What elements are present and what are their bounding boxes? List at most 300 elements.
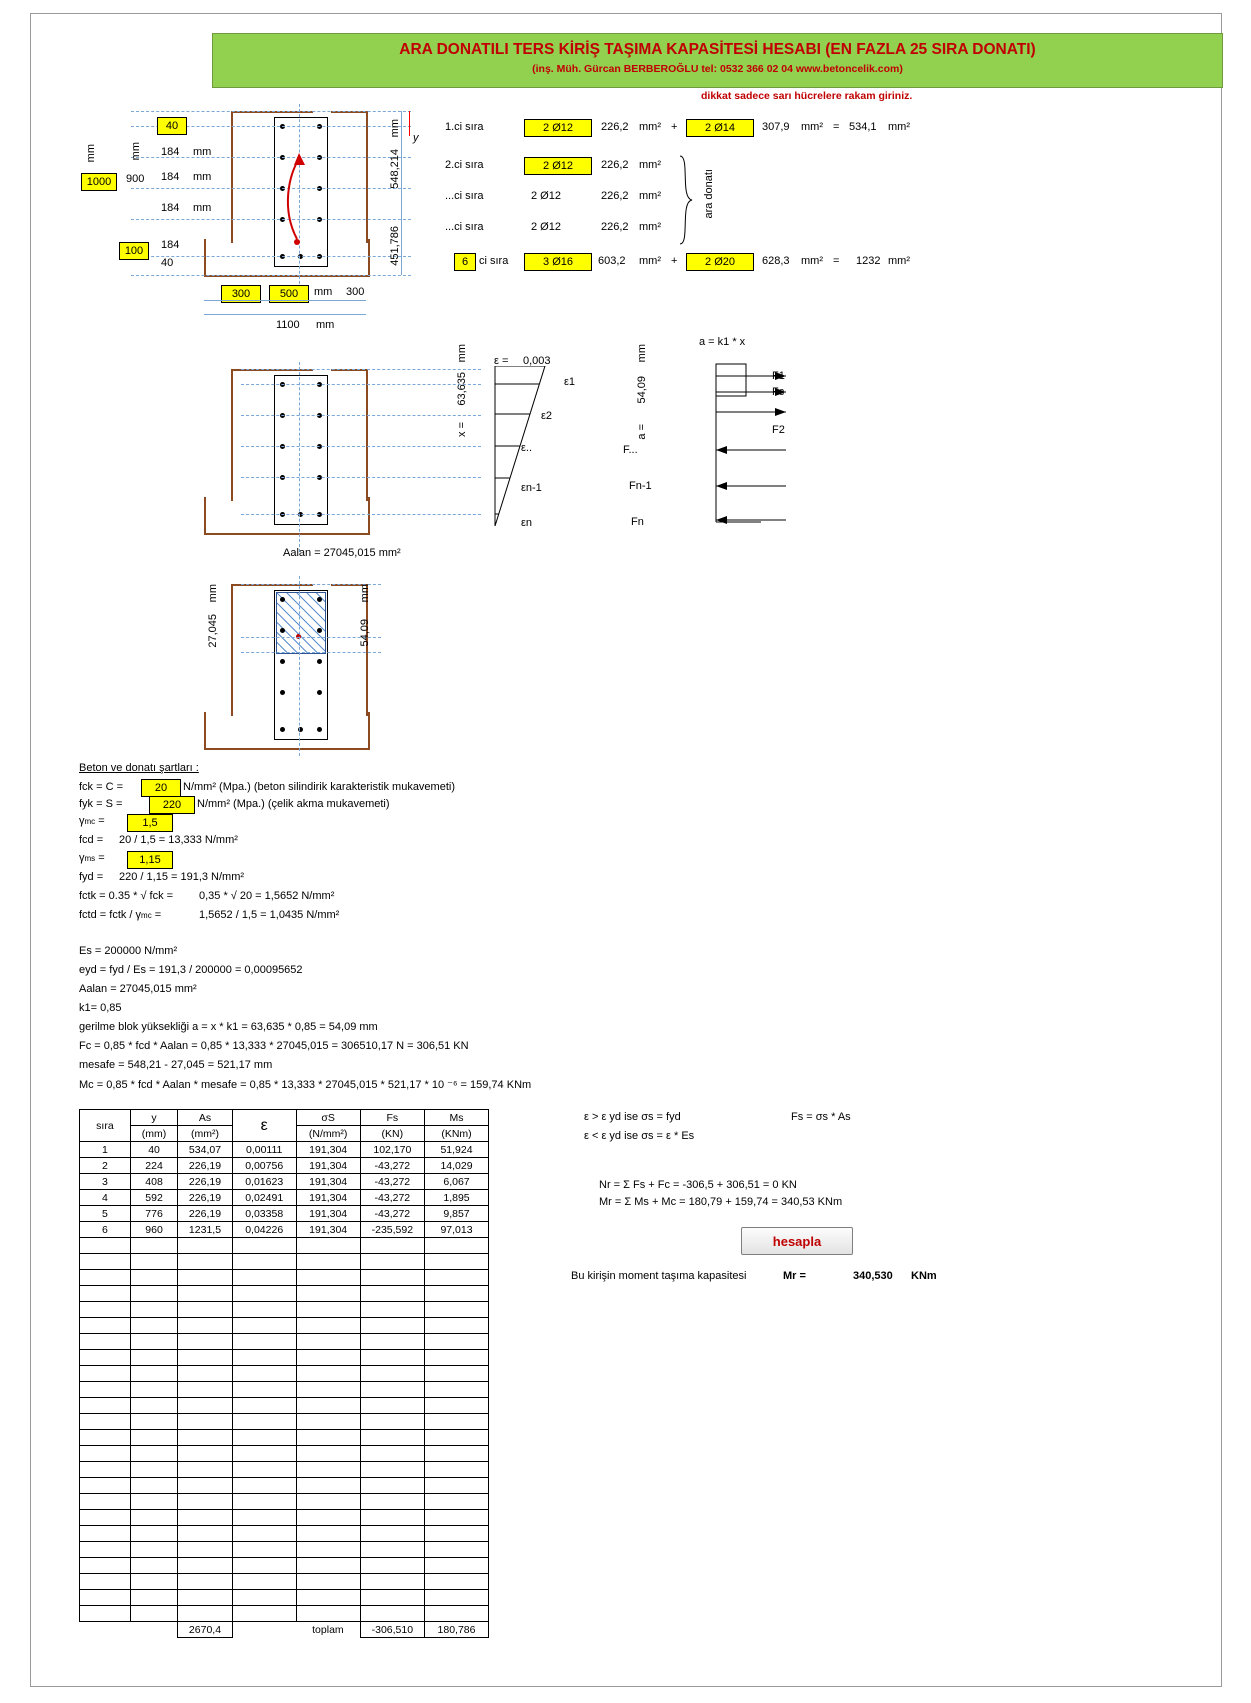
table-cell[interactable]: 960 bbox=[130, 1222, 177, 1238]
table-cell-empty[interactable] bbox=[425, 1318, 489, 1334]
table-cell-empty[interactable] bbox=[296, 1590, 360, 1606]
table-cell-empty[interactable] bbox=[360, 1494, 424, 1510]
page-title: ARA DONATILI TERS KİRİŞ TAŞIMA KAPASİTESİ HESABI (EN FAZLA 25 SIRA DONATI) bbox=[399, 41, 1036, 58]
table-cell-empty[interactable] bbox=[232, 1414, 296, 1430]
table-cell[interactable]: 102,170 bbox=[360, 1142, 424, 1158]
table-cell-empty[interactable] bbox=[178, 1238, 232, 1254]
table-cell[interactable]: 191,304 bbox=[296, 1174, 360, 1190]
table-cell-empty[interactable] bbox=[80, 1286, 131, 1302]
table-cell-empty[interactable] bbox=[232, 1542, 296, 1558]
table-cell[interactable]: 0,00756 bbox=[232, 1158, 296, 1174]
table-row-empty[interactable] bbox=[80, 1478, 489, 1494]
row-6-bars2-input[interactable]: 2 Ø20 bbox=[686, 253, 754, 271]
fc-line: Fc = 0,85 * fcd * Aalan = 0,85 * 13,333 * 27045,015 = 306510,17 N = 306,51 KN bbox=[79, 1040, 469, 1052]
table-cell-empty[interactable] bbox=[232, 1302, 296, 1318]
table-cell-empty[interactable] bbox=[360, 1238, 424, 1254]
table-cell[interactable]: 191,304 bbox=[296, 1142, 360, 1158]
table-cell-empty[interactable] bbox=[80, 1558, 131, 1574]
table-cell-empty[interactable] bbox=[80, 1414, 131, 1430]
width-unit: mm bbox=[314, 286, 333, 298]
cover-top-input[interactable]: 40 bbox=[157, 117, 187, 135]
table-row[interactable] bbox=[80, 1222, 489, 1238]
table-cell-empty[interactable] bbox=[296, 1526, 360, 1542]
table-cell-empty[interactable] bbox=[360, 1446, 424, 1462]
table-cell-empty[interactable] bbox=[232, 1350, 296, 1366]
table-cell-empty[interactable] bbox=[296, 1558, 360, 1574]
table-cell-empty[interactable] bbox=[130, 1590, 177, 1606]
table-cell-empty[interactable] bbox=[80, 1430, 131, 1446]
a-dim-value: 54,09 bbox=[636, 376, 648, 404]
table-cell-empty[interactable] bbox=[360, 1382, 424, 1398]
table-cell-empty[interactable] bbox=[232, 1238, 296, 1254]
table-cell-empty[interactable] bbox=[232, 1286, 296, 1302]
table-cell-empty[interactable] bbox=[425, 1590, 489, 1606]
table-cell-empty[interactable] bbox=[178, 1286, 232, 1302]
table-cell[interactable]: 191,304 bbox=[296, 1222, 360, 1238]
dim-flange-height[interactable]: 100 bbox=[119, 242, 149, 260]
table-row-empty[interactable] bbox=[80, 1430, 489, 1446]
table-cell-empty[interactable] bbox=[178, 1494, 232, 1510]
table-cell-empty[interactable] bbox=[80, 1542, 131, 1558]
table-row-empty[interactable] bbox=[80, 1542, 489, 1558]
table-cell[interactable]: 191,304 bbox=[296, 1190, 360, 1206]
table-cell-empty[interactable] bbox=[80, 1238, 131, 1254]
table-row[interactable] bbox=[80, 1206, 489, 1222]
table-cell-empty[interactable] bbox=[80, 1494, 131, 1510]
table-row-empty[interactable] bbox=[80, 1606, 489, 1622]
table-cell[interactable]: 592 bbox=[130, 1190, 177, 1206]
table-cell-empty[interactable] bbox=[232, 1478, 296, 1494]
table-cell-empty[interactable] bbox=[80, 1606, 131, 1622]
table-cell-empty[interactable] bbox=[232, 1430, 296, 1446]
force-Fdots: F... bbox=[623, 444, 638, 456]
th-eps: ε bbox=[232, 1110, 296, 1142]
spacing-4: 184 bbox=[161, 239, 180, 251]
table-cell[interactable]: 191,304 bbox=[296, 1206, 360, 1222]
table-cell-empty[interactable] bbox=[296, 1270, 360, 1286]
table-cell[interactable]: 191,304 bbox=[296, 1158, 360, 1174]
table-cell-empty[interactable] bbox=[178, 1430, 232, 1446]
table-row-empty[interactable] bbox=[80, 1334, 489, 1350]
table-cell-empty[interactable] bbox=[296, 1318, 360, 1334]
hesapla-button[interactable]: hesapla bbox=[741, 1227, 853, 1255]
table-cell-empty[interactable] bbox=[425, 1238, 489, 1254]
table-cell-empty[interactable] bbox=[296, 1382, 360, 1398]
table-cell-empty[interactable] bbox=[130, 1238, 177, 1254]
fyk-input[interactable]: 220 bbox=[149, 796, 195, 814]
table-cell-empty[interactable] bbox=[130, 1558, 177, 1574]
table-cell-empty[interactable] bbox=[130, 1334, 177, 1350]
table-cell-empty[interactable] bbox=[80, 1398, 131, 1414]
table-cell-empty[interactable] bbox=[178, 1462, 232, 1478]
table-row-empty[interactable] bbox=[80, 1494, 489, 1510]
note-line-2: ε < ε yd ise σs = ε * Es bbox=[584, 1130, 695, 1142]
table-cell-empty[interactable] bbox=[425, 1334, 489, 1350]
table-cell-empty[interactable] bbox=[296, 1542, 360, 1558]
table-cell-empty[interactable] bbox=[130, 1494, 177, 1510]
table-cell-empty[interactable] bbox=[360, 1414, 424, 1430]
table-cell-empty[interactable] bbox=[296, 1494, 360, 1510]
table-cell-empty[interactable] bbox=[360, 1462, 424, 1478]
table-row-empty[interactable] bbox=[80, 1590, 489, 1606]
table-row-empty[interactable] bbox=[80, 1238, 489, 1254]
aalan-caption: Aalan = 27045,015 mm² bbox=[283, 547, 401, 559]
table-cell[interactable]: -43,272 bbox=[360, 1190, 424, 1206]
table-row-empty[interactable] bbox=[80, 1414, 489, 1430]
table-cell-empty[interactable] bbox=[296, 1366, 360, 1382]
strain-label-5: εn bbox=[521, 517, 533, 529]
row-1-bars-input[interactable]: 2 Ø12 bbox=[524, 119, 592, 137]
table-cell-empty[interactable] bbox=[80, 1318, 131, 1334]
table-cell-empty[interactable] bbox=[360, 1542, 424, 1558]
table-cell-empty[interactable] bbox=[296, 1334, 360, 1350]
table-cell-empty[interactable] bbox=[360, 1526, 424, 1542]
row-1-area2: 307,9 bbox=[762, 121, 790, 133]
table-cell-empty[interactable] bbox=[360, 1286, 424, 1302]
table-row-empty[interactable] bbox=[80, 1446, 489, 1462]
table-cell[interactable]: -43,272 bbox=[360, 1158, 424, 1174]
table-cell-empty[interactable] bbox=[130, 1446, 177, 1462]
table-cell-empty[interactable] bbox=[178, 1366, 232, 1382]
table-cell-empty[interactable] bbox=[232, 1494, 296, 1510]
row-1-sum: 534,1 bbox=[849, 121, 877, 133]
table-cell-empty[interactable] bbox=[425, 1462, 489, 1478]
table-cell[interactable]: 9,857 bbox=[425, 1206, 489, 1222]
table-cell-empty[interactable] bbox=[360, 1350, 424, 1366]
table-cell-empty[interactable] bbox=[130, 1366, 177, 1382]
table-cell-empty[interactable] bbox=[296, 1606, 360, 1622]
row-1-label: 1.ci sıra bbox=[445, 121, 484, 133]
table-cell-empty[interactable] bbox=[232, 1334, 296, 1350]
row-2-area: 226,2 bbox=[601, 159, 629, 171]
table-cell-empty[interactable] bbox=[178, 1510, 232, 1526]
table-cell[interactable]: 0,02491 bbox=[232, 1190, 296, 1206]
table-cell-empty[interactable] bbox=[425, 1558, 489, 1574]
table-cell-empty[interactable] bbox=[178, 1334, 232, 1350]
table-cell[interactable]: 51,924 bbox=[425, 1142, 489, 1158]
y-axis-label: y bbox=[413, 132, 419, 144]
fcd-value: 20 / 1,5 = 13,333 N/mm² bbox=[119, 834, 238, 846]
table-cell-empty[interactable] bbox=[80, 1366, 131, 1382]
table-cell-empty[interactable] bbox=[425, 1366, 489, 1382]
table-cell[interactable]: 408 bbox=[130, 1174, 177, 1190]
table-cell-empty[interactable] bbox=[232, 1606, 296, 1622]
table-cell-empty[interactable] bbox=[232, 1398, 296, 1414]
table-cell-empty[interactable] bbox=[130, 1462, 177, 1478]
page-subtitle: (inş. Müh. Gürcan BERBEROĞLU tel: 0532 366 02 04 www.betoncelik.com) bbox=[532, 63, 903, 75]
table-cell-empty[interactable] bbox=[178, 1350, 232, 1366]
gamma-ms-input[interactable]: 1,15 bbox=[127, 851, 173, 869]
table-cell-empty[interactable] bbox=[360, 1558, 424, 1574]
table-cell-empty[interactable] bbox=[130, 1526, 177, 1542]
table-cell-empty[interactable] bbox=[360, 1590, 424, 1606]
table-cell-empty[interactable] bbox=[178, 1574, 232, 1590]
table-cell-empty[interactable] bbox=[296, 1254, 360, 1270]
table-cell-empty[interactable] bbox=[232, 1318, 296, 1334]
table-cell-empty[interactable] bbox=[296, 1238, 360, 1254]
table-cell-empty[interactable] bbox=[360, 1318, 424, 1334]
table-cell-empty[interactable] bbox=[296, 1574, 360, 1590]
table-cell-empty[interactable] bbox=[425, 1398, 489, 1414]
row-4-label: ...ci sıra bbox=[445, 221, 484, 233]
table-cell-empty[interactable] bbox=[178, 1414, 232, 1430]
table-cell-empty[interactable] bbox=[296, 1286, 360, 1302]
table-cell-empty[interactable] bbox=[425, 1350, 489, 1366]
table-cell-empty[interactable] bbox=[80, 1270, 131, 1286]
table-cell-empty[interactable] bbox=[425, 1254, 489, 1270]
table-cell-empty[interactable] bbox=[178, 1302, 232, 1318]
table-cell-empty[interactable] bbox=[232, 1574, 296, 1590]
table-cell-empty[interactable] bbox=[80, 1574, 131, 1590]
table-cell[interactable]: 226,19 bbox=[178, 1158, 232, 1174]
table-row-empty[interactable] bbox=[80, 1366, 489, 1382]
table-cell-empty[interactable] bbox=[425, 1446, 489, 1462]
table-cell-empty[interactable] bbox=[130, 1382, 177, 1398]
table-cell-empty[interactable] bbox=[360, 1510, 424, 1526]
depth-top-unit: mm bbox=[389, 119, 401, 138]
row-4-area: 226,2 bbox=[601, 221, 629, 233]
moment-arrow-icon bbox=[271, 139, 331, 269]
table-cell-empty[interactable] bbox=[130, 1270, 177, 1286]
table-cell-empty[interactable] bbox=[130, 1510, 177, 1526]
row-3-bars[interactable]: 2 Ø12 bbox=[531, 190, 561, 202]
table-cell-empty[interactable] bbox=[130, 1254, 177, 1270]
results-table bbox=[79, 1109, 489, 1638]
mc-line: Mc = 0,85 * fcd * Aalan * mesafe = 0,85 * 13,333 * 27045,015 * 521,17 * 10 ⁻⁶ = 159,74 KNm bbox=[79, 1079, 532, 1091]
table-cell-empty[interactable] bbox=[360, 1334, 424, 1350]
table-cell-empty[interactable] bbox=[80, 1590, 131, 1606]
table-cell-empty[interactable] bbox=[130, 1430, 177, 1446]
row-2-bars-input[interactable]: 2 Ø12 bbox=[524, 157, 592, 175]
table-cell-empty[interactable] bbox=[178, 1398, 232, 1414]
table-row[interactable] bbox=[80, 1158, 489, 1174]
fck-input[interactable]: 20 bbox=[141, 779, 181, 797]
table-cell-empty[interactable] bbox=[80, 1446, 131, 1462]
table-cell-empty[interactable] bbox=[232, 1446, 296, 1462]
table-cell-empty[interactable] bbox=[296, 1462, 360, 1478]
dim-total-height[interactable]: 1000 bbox=[81, 173, 117, 191]
table-cell-empty[interactable] bbox=[360, 1430, 424, 1446]
table-cell-empty[interactable] bbox=[360, 1302, 424, 1318]
table-row[interactable] bbox=[80, 1142, 489, 1158]
row-6-sum: 1232 bbox=[856, 255, 881, 267]
result-symbol: Mr = bbox=[783, 1270, 806, 1282]
table-cell[interactable]: -235,592 bbox=[360, 1222, 424, 1238]
row-4-bars[interactable]: 2 Ø12 bbox=[531, 221, 561, 233]
table-cell-empty[interactable] bbox=[178, 1590, 232, 1606]
table-cell-empty[interactable] bbox=[232, 1366, 296, 1382]
table-cell-empty[interactable] bbox=[425, 1542, 489, 1558]
table-cell-empty[interactable] bbox=[80, 1302, 131, 1318]
table-cell-empty[interactable] bbox=[130, 1318, 177, 1334]
table-row-empty[interactable] bbox=[80, 1270, 489, 1286]
table-cell[interactable]: 4 bbox=[80, 1190, 131, 1206]
table-row-empty[interactable] bbox=[80, 1398, 489, 1414]
table-cell-empty[interactable] bbox=[360, 1254, 424, 1270]
table-cell[interactable]: 97,013 bbox=[425, 1222, 489, 1238]
table-cell-empty[interactable] bbox=[425, 1302, 489, 1318]
table-cell-empty[interactable] bbox=[296, 1446, 360, 1462]
table-cell-empty[interactable] bbox=[80, 1462, 131, 1478]
result-unit: KNm bbox=[911, 1270, 937, 1282]
row-6-area2-unit: mm² bbox=[801, 255, 823, 267]
table-cell-empty[interactable] bbox=[296, 1350, 360, 1366]
table-cell-empty[interactable] bbox=[80, 1254, 131, 1270]
table-cell-empty[interactable] bbox=[232, 1270, 296, 1286]
table-cell-empty[interactable] bbox=[360, 1398, 424, 1414]
es-line: Es = 200000 N/mm² bbox=[79, 945, 178, 957]
table-cell-empty[interactable] bbox=[178, 1558, 232, 1574]
table-cell[interactable]: 226,19 bbox=[178, 1190, 232, 1206]
table-cell-empty[interactable] bbox=[232, 1462, 296, 1478]
brace-icon bbox=[676, 154, 698, 246]
table-cell[interactable]: 224 bbox=[130, 1158, 177, 1174]
table-cell[interactable]: 6,067 bbox=[425, 1174, 489, 1190]
table-row-empty[interactable] bbox=[80, 1510, 489, 1526]
table-cell-empty[interactable] bbox=[178, 1478, 232, 1494]
table-cell[interactable]: 534,07 bbox=[178, 1142, 232, 1158]
table-cell[interactable]: 5 bbox=[80, 1206, 131, 1222]
table-cell[interactable]: 226,19 bbox=[178, 1174, 232, 1190]
row-6-area-unit: mm² bbox=[639, 255, 661, 267]
table-cell[interactable]: 0,03358 bbox=[232, 1206, 296, 1222]
table-row-empty[interactable] bbox=[80, 1574, 489, 1590]
table-cell-empty[interactable] bbox=[425, 1478, 489, 1494]
table-cell-empty[interactable] bbox=[130, 1478, 177, 1494]
table-cell-empty[interactable] bbox=[425, 1510, 489, 1526]
table-cell[interactable]: 40 bbox=[130, 1142, 177, 1158]
table-cell-empty[interactable] bbox=[178, 1542, 232, 1558]
table-cell-empty[interactable] bbox=[130, 1350, 177, 1366]
table-row[interactable] bbox=[80, 1190, 489, 1206]
row-6-area: 603,2 bbox=[598, 255, 626, 267]
table-cell-empty[interactable] bbox=[425, 1414, 489, 1430]
gamma-mc-input[interactable]: 1,5 bbox=[127, 814, 173, 832]
table-footer-row bbox=[80, 1622, 489, 1638]
row-1-bars2-input[interactable]: 2 Ø14 bbox=[686, 119, 754, 137]
table-cell-empty[interactable] bbox=[80, 1382, 131, 1398]
table-cell-empty[interactable] bbox=[425, 1430, 489, 1446]
table-cell-empty[interactable] bbox=[130, 1414, 177, 1430]
table-cell-empty[interactable] bbox=[178, 1270, 232, 1286]
table-cell-empty[interactable] bbox=[296, 1478, 360, 1494]
table-cell-empty[interactable] bbox=[425, 1270, 489, 1286]
table-cell-empty[interactable] bbox=[425, 1382, 489, 1398]
width-web-input[interactable]: 500 bbox=[269, 285, 309, 303]
table-cell[interactable]: 776 bbox=[130, 1206, 177, 1222]
table-cell[interactable]: 0,04226 bbox=[232, 1222, 296, 1238]
table-cell[interactable]: 0,01623 bbox=[232, 1174, 296, 1190]
table-row-empty[interactable] bbox=[80, 1318, 489, 1334]
table-cell[interactable]: 6 bbox=[80, 1222, 131, 1238]
table-cell-empty[interactable] bbox=[178, 1254, 232, 1270]
table-cell-empty[interactable] bbox=[232, 1590, 296, 1606]
title-banner bbox=[212, 33, 1223, 88]
table-cell[interactable]: 226,19 bbox=[178, 1206, 232, 1222]
table-cell-empty[interactable] bbox=[232, 1254, 296, 1270]
spacing-2: 184 bbox=[161, 171, 180, 183]
table-cell-empty[interactable] bbox=[296, 1430, 360, 1446]
table-cell[interactable]: 1231,5 bbox=[178, 1222, 232, 1238]
table-cell[interactable]: 1 bbox=[80, 1142, 131, 1158]
table-cell[interactable]: -43,272 bbox=[360, 1174, 424, 1190]
table-cell-empty[interactable] bbox=[80, 1510, 131, 1526]
table-row-empty[interactable] bbox=[80, 1526, 489, 1542]
table-cell-empty[interactable] bbox=[80, 1350, 131, 1366]
th-sira: sıra bbox=[80, 1110, 131, 1142]
table-cell-empty[interactable] bbox=[232, 1382, 296, 1398]
strain-triangle bbox=[493, 366, 583, 536]
table-cell-empty[interactable] bbox=[232, 1510, 296, 1526]
row-6-index-input[interactable]: 6 bbox=[454, 253, 476, 271]
width-left-input[interactable]: 300 bbox=[221, 285, 261, 303]
row-6-bars-input[interactable]: 3 Ø16 bbox=[524, 253, 592, 271]
table-row-empty[interactable] bbox=[80, 1254, 489, 1270]
table-cell-empty[interactable] bbox=[425, 1606, 489, 1622]
table-cell[interactable]: 1,895 bbox=[425, 1190, 489, 1206]
table-cell-empty[interactable] bbox=[80, 1526, 131, 1542]
table-cell-empty[interactable] bbox=[130, 1542, 177, 1558]
mesafe-line: mesafe = 548,21 - 27,045 = 521,17 mm bbox=[79, 1059, 273, 1071]
table-cell-empty[interactable] bbox=[296, 1398, 360, 1414]
table-row-empty[interactable] bbox=[80, 1382, 489, 1398]
table-cell-empty[interactable] bbox=[232, 1526, 296, 1542]
table-row-empty[interactable] bbox=[80, 1302, 489, 1318]
th-ms: Ms bbox=[425, 1110, 489, 1126]
table-cell-empty[interactable] bbox=[130, 1286, 177, 1302]
table-cell-empty[interactable] bbox=[360, 1366, 424, 1382]
k1-line: k1= 0,85 bbox=[79, 1002, 122, 1014]
table-cell[interactable]: 2 bbox=[80, 1158, 131, 1174]
force-F1: F1 bbox=[772, 370, 785, 382]
table-cell-empty[interactable] bbox=[130, 1574, 177, 1590]
row-6-label: ci sıra bbox=[479, 255, 509, 267]
table-cell-empty[interactable] bbox=[178, 1382, 232, 1398]
table-cell-empty[interactable] bbox=[178, 1446, 232, 1462]
table-cell-empty[interactable] bbox=[296, 1414, 360, 1430]
table-cell[interactable]: 14,029 bbox=[425, 1158, 489, 1174]
table-cell-empty[interactable] bbox=[130, 1606, 177, 1622]
table-cell-empty[interactable] bbox=[80, 1334, 131, 1350]
table-cell-empty[interactable] bbox=[360, 1574, 424, 1590]
table-row-empty[interactable] bbox=[80, 1350, 489, 1366]
table-cell-empty[interactable] bbox=[296, 1510, 360, 1526]
table-cell-empty[interactable] bbox=[130, 1398, 177, 1414]
table-cell[interactable]: -43,272 bbox=[360, 1206, 424, 1222]
table-cell-empty[interactable] bbox=[425, 1574, 489, 1590]
table-cell-empty[interactable] bbox=[360, 1270, 424, 1286]
table-cell-empty[interactable] bbox=[296, 1302, 360, 1318]
table-cell-empty[interactable] bbox=[360, 1478, 424, 1494]
table-cell-empty[interactable] bbox=[425, 1286, 489, 1302]
table-cell[interactable]: 0,00111 bbox=[232, 1142, 296, 1158]
table-cell-empty[interactable] bbox=[178, 1526, 232, 1542]
table-cell-empty[interactable] bbox=[360, 1606, 424, 1622]
table-cell-empty[interactable] bbox=[130, 1302, 177, 1318]
table-cell-empty[interactable] bbox=[425, 1526, 489, 1542]
table-cell-empty[interactable] bbox=[425, 1494, 489, 1510]
table-row[interactable] bbox=[80, 1174, 489, 1190]
mr-line: Mr = Σ Ms + Mc = 180,79 + 159,74 = 340,53 KNm bbox=[599, 1196, 843, 1208]
table-row-empty[interactable] bbox=[80, 1286, 489, 1302]
table-cell-empty[interactable] bbox=[178, 1318, 232, 1334]
table-cell-empty[interactable] bbox=[232, 1558, 296, 1574]
table-cell-empty[interactable] bbox=[80, 1478, 131, 1494]
table-cell-empty[interactable] bbox=[178, 1606, 232, 1622]
table-cell[interactable]: 3 bbox=[80, 1174, 131, 1190]
table-row-empty[interactable] bbox=[80, 1558, 489, 1574]
table-row-empty[interactable] bbox=[80, 1462, 489, 1478]
